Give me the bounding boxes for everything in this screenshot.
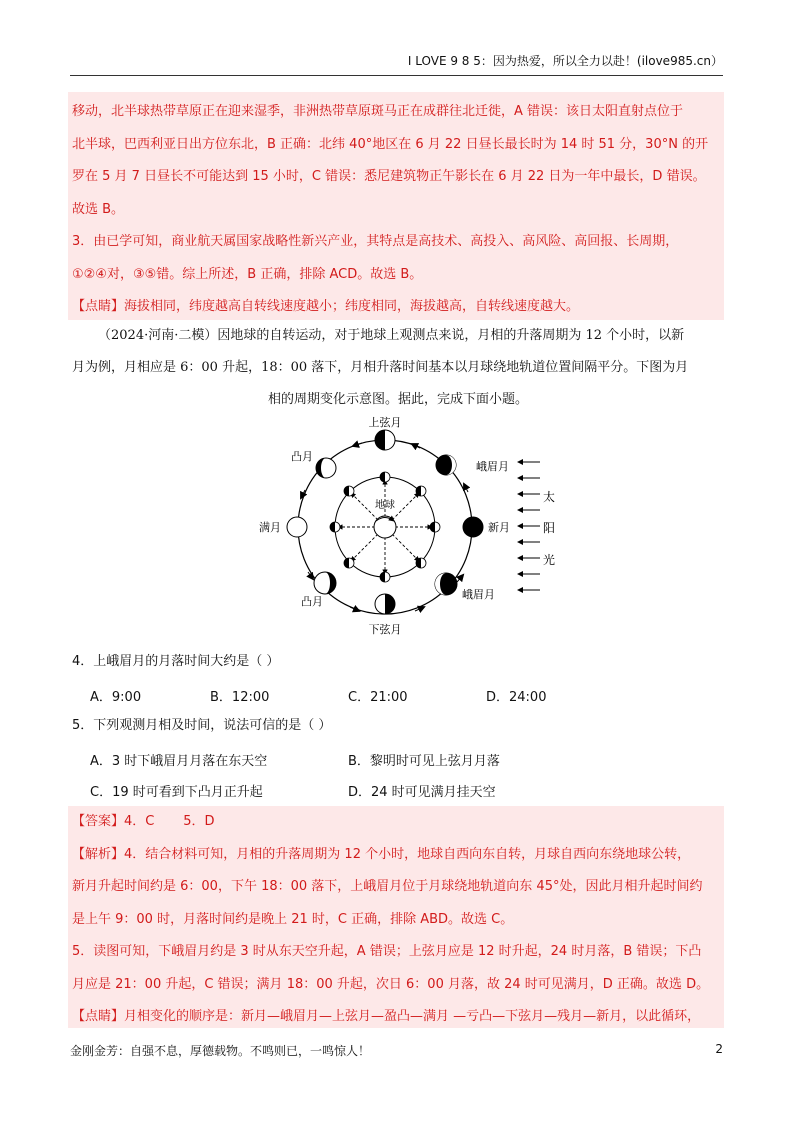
- page-header: [70, 52, 723, 76]
- label-crescent-bottom: 峨眉月: [462, 588, 495, 601]
- analysis-line: 是上午 9：00 时，月落时间约是晚上 21 时，C 正确，排除 ABD。故选 C。: [72, 911, 514, 927]
- label-first-quarter: 上弦月: [368, 416, 402, 429]
- sunlight-char: 太: [542, 490, 556, 504]
- q5-option-c[interactable]: C．19 时可看到下凸月正升起: [90, 785, 263, 800]
- moon-crescent-bottom-icon: [435, 573, 457, 595]
- tip-text: 月相变化的顺序是：新月—峨眉月—上弦月—盈凸—满月 —亏凸—下弦月—残月—新月，以此循环，: [124, 1009, 701, 1024]
- prev-line: 故选 B。: [72, 201, 125, 217]
- intro-line: 月为例，月相应是 6：00 升起，18：00 落下，月相升落时间基本以月球绕地轨道位置间隔平分。下图为月: [72, 360, 689, 375]
- answer-text: 4．C 5．D: [124, 814, 215, 829]
- intro-line: 相的周期变化示意图。据此，完成下面小题。: [267, 392, 528, 407]
- prev-line: 3．由已学可知，商业航天属国家战略性新兴产业，其特点是高技术、高投入、高风险、高回报、长周期，: [72, 234, 679, 249]
- label-gibbous-bottom: 凸月: [301, 595, 323, 608]
- earth-label: 地球: [375, 500, 395, 511]
- q4-option-b[interactable]: B．12:00: [210, 690, 270, 705]
- sunlight-arrows: [518, 462, 540, 590]
- prev-line: 罗在 5 月 7 日昼长不可能达到 15 小时，C 错误：悉尼建筑物正午影长在 6 月 22 日为一年中最长，D 错误。: [72, 169, 706, 184]
- prev-line: 移动，北半球热带草原正在迎来湿季，非洲热带草原斑马正在成群往北迁徙，A 错误：该日太阳直射点位于: [72, 104, 684, 119]
- tip-label: 【点睛】: [72, 1009, 125, 1024]
- question-intro: [72, 320, 724, 416]
- label-full: 满月: [259, 521, 281, 534]
- moon-phase-diagram: [250, 412, 560, 642]
- q5-option-d[interactable]: D．24 时可见满月挂天空: [348, 785, 496, 800]
- q5-stem: 5．下列观测月相及时间，说法可信的是（ ）: [72, 718, 332, 733]
- sunlight-char: 光: [542, 553, 556, 567]
- orbit-arrow: [457, 575, 463, 582]
- label-crescent-top: 峨眉月: [476, 460, 509, 473]
- label-last-quarter: 下弦月: [368, 623, 402, 636]
- q5-option-b[interactable]: B．黎明时可见上弦月月落: [348, 754, 500, 769]
- q4-stem: 4．上峨眉月的月落时间大约是（ ）: [72, 654, 280, 669]
- orbit-arrow: [412, 444, 420, 448]
- q4-option-a[interactable]: A．9:00: [90, 690, 142, 705]
- intro-line: （2024·河南·二模）因地球的自转运动，对于地球上观测点来说，月相的升落周期为 12 个小时，以新: [98, 328, 685, 343]
- analysis-line: [72, 839, 724, 872]
- label-gibbous-top: 凸月: [291, 450, 313, 463]
- analysis-tip: [72, 1001, 724, 1034]
- prev-explanation-block: [68, 92, 724, 320]
- footer-motto: 金刚金芳：自强不息，厚德载物。不鸣则已，一鸣惊人！: [70, 1044, 371, 1058]
- header-text: I LOVE 9 8 5：因为热爱，所以全力以赴！(ilove985.cn）: [407, 54, 723, 68]
- moon-full-icon: [287, 517, 307, 537]
- earth-icon: [374, 516, 396, 538]
- answer-label: 【答案】: [72, 814, 125, 829]
- answer-analysis-block: [68, 806, 724, 1028]
- moon-gibbous-bottom-icon: [314, 572, 336, 594]
- answer-line: [72, 806, 724, 839]
- prev-line: ①②④对，③⑤错。综上所述，B 正确，排除 ACD。故选 B。: [72, 266, 423, 282]
- prev-line: 北半球，巴西利亚日出方位东北，B 正确：北纬 40°地区在 6 月 22 日昼长最长时为 14 时 51 分，30°N 的开: [72, 136, 709, 152]
- prev-tip: [72, 291, 724, 324]
- analysis-text: 4．结合材料可知，月相的升落周期为 12 个小时，地球自西向东自转，月球自西向东绕地球公转，: [124, 846, 691, 862]
- tip-text: 海拔相同，纬度越高自转线速度越小；纬度相同，海拔越高，自转线速度越大。: [124, 299, 580, 314]
- analysis-line: 月应是 21：00 升起，C 错误；满月 18：00 升起，次日 6：00 月落，故 24 时可见满月，D 正确。故选 D。: [72, 976, 710, 992]
- moon-gibbous-top-icon: [316, 458, 336, 478]
- q4-option-c[interactable]: C．21:00: [348, 690, 408, 705]
- q4-option-d[interactable]: D．24:00: [486, 690, 547, 705]
- analysis-line: 新月升起时间约是 6：00，下午 18：00 落下，上峨眉月位于月球绕地轨道向东 45°处，因此月相升起时间约: [72, 879, 703, 894]
- analysis-line: 5．读图可知，下峨眉月约是 3 时从东天空升起，A 错误；上弦月应是 12 时升起，24 时月落，B 错误；下凸: [72, 944, 702, 959]
- label-new: 新月: [488, 521, 510, 534]
- page-number: 2: [715, 1042, 723, 1056]
- tip-label: 【点睛】: [72, 299, 125, 314]
- analysis-label: 【解析】: [72, 846, 125, 862]
- moon-first-quarter-icon: [375, 430, 395, 450]
- page-footer: [70, 1042, 723, 1059]
- moon-crescent-top-icon: [436, 455, 456, 475]
- q5-option-a[interactable]: A．3 时下峨眉月月落在东天空: [90, 754, 268, 769]
- moon-new-icon: [463, 517, 483, 537]
- moon-last-quarter-icon: [375, 594, 395, 614]
- orbit-arrow: [353, 443, 362, 446]
- sunlight-char: 阳: [542, 521, 556, 535]
